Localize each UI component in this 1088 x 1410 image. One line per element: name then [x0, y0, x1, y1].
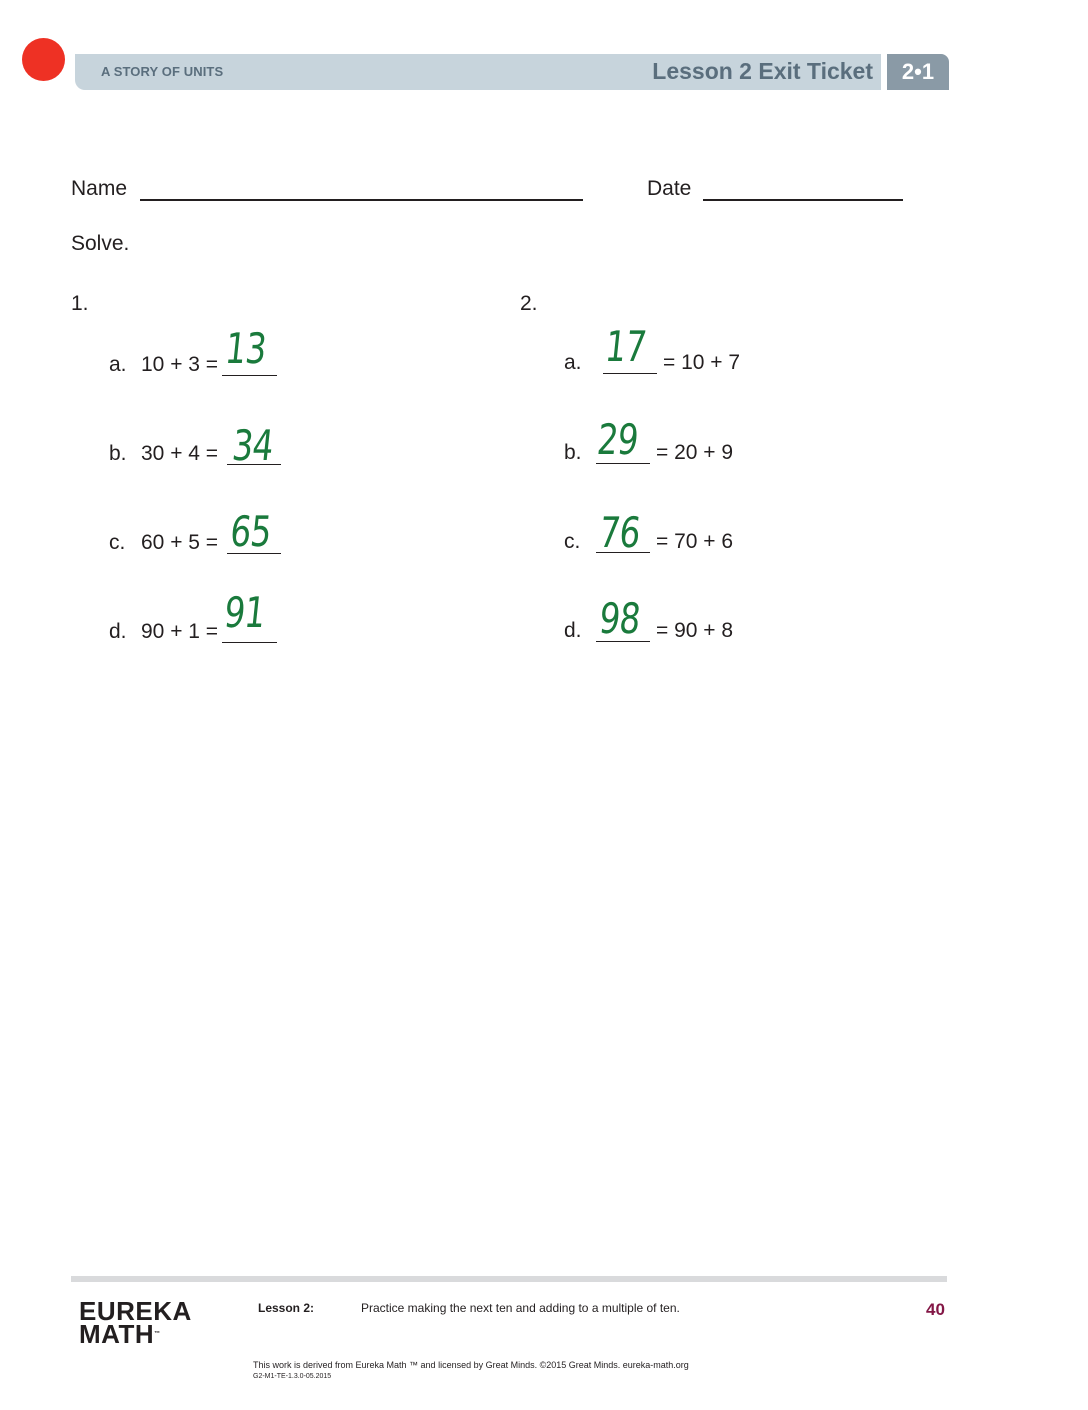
logo-trademark: ™	[154, 1331, 161, 1337]
equation: 10 + 3 =	[141, 353, 219, 376]
handwritten-answer: 34	[230, 421, 276, 470]
item-letter: b.	[109, 442, 127, 465]
problem-2-number: 2.	[520, 292, 538, 315]
item-letter: d.	[109, 620, 127, 643]
equation: 30 + 4 =	[141, 442, 219, 465]
eureka-math-logo	[79, 1296, 192, 1349]
handwritten-answer: 13	[223, 324, 269, 373]
equation: = 70 + 6	[656, 530, 734, 553]
footer-rule	[71, 1276, 947, 1282]
logo-line-2: MATH	[79, 1319, 155, 1349]
answer-blank[interactable]	[603, 373, 657, 374]
footer-lesson-label: Lesson 2:	[258, 1301, 315, 1315]
item-letter: a.	[109, 353, 127, 376]
license-text: This work is derived from Eureka Math ™ and licensed by Great Minds. ©2015 Great Minds. eureka-math.org	[253, 1360, 689, 1370]
page-title: Lesson 2 Exit Ticket	[652, 58, 873, 84]
date-label: Date	[647, 177, 692, 200]
item-letter: b.	[564, 441, 582, 464]
handwritten-answer: 65	[228, 507, 274, 556]
item-letter: c.	[564, 530, 581, 553]
series-name: A STORY OF UNITS	[101, 64, 224, 79]
equation: 90 + 1 =	[141, 620, 219, 643]
handwritten-answer: 76	[597, 508, 643, 557]
equation: = 20 + 9	[656, 441, 734, 464]
handwritten-answer: 29	[595, 415, 641, 464]
logo-line-1: EUREKA	[79, 1296, 192, 1326]
item-letter: a.	[564, 351, 582, 374]
instruction: Solve.	[71, 232, 130, 255]
page-number: 40	[926, 1300, 945, 1319]
brand-dot	[22, 38, 65, 81]
answer-blank[interactable]	[222, 375, 277, 376]
handwritten-answer: 98	[597, 594, 643, 643]
name-label: Name	[71, 177, 128, 200]
equation: 60 + 5 =	[141, 531, 219, 554]
module-badge: 2•1	[887, 54, 949, 90]
item-letter: c.	[109, 531, 126, 554]
answer-blank[interactable]	[222, 642, 277, 643]
footer-lesson-description: Practice making the next ten and adding to a multiple of ten.	[361, 1301, 680, 1315]
equation: = 90 + 8	[656, 619, 734, 642]
name-field[interactable]	[140, 199, 583, 201]
item-letter: d.	[564, 619, 582, 642]
equation: = 10 + 7	[663, 351, 741, 374]
handwritten-answer: 17	[603, 322, 649, 371]
handwritten-answer: 91	[222, 588, 268, 637]
date-field[interactable]	[703, 199, 903, 201]
document-code: G2-M1-TE-1.3.0-05.2015	[253, 1373, 332, 1380]
problem-1-number: 1.	[71, 292, 89, 315]
